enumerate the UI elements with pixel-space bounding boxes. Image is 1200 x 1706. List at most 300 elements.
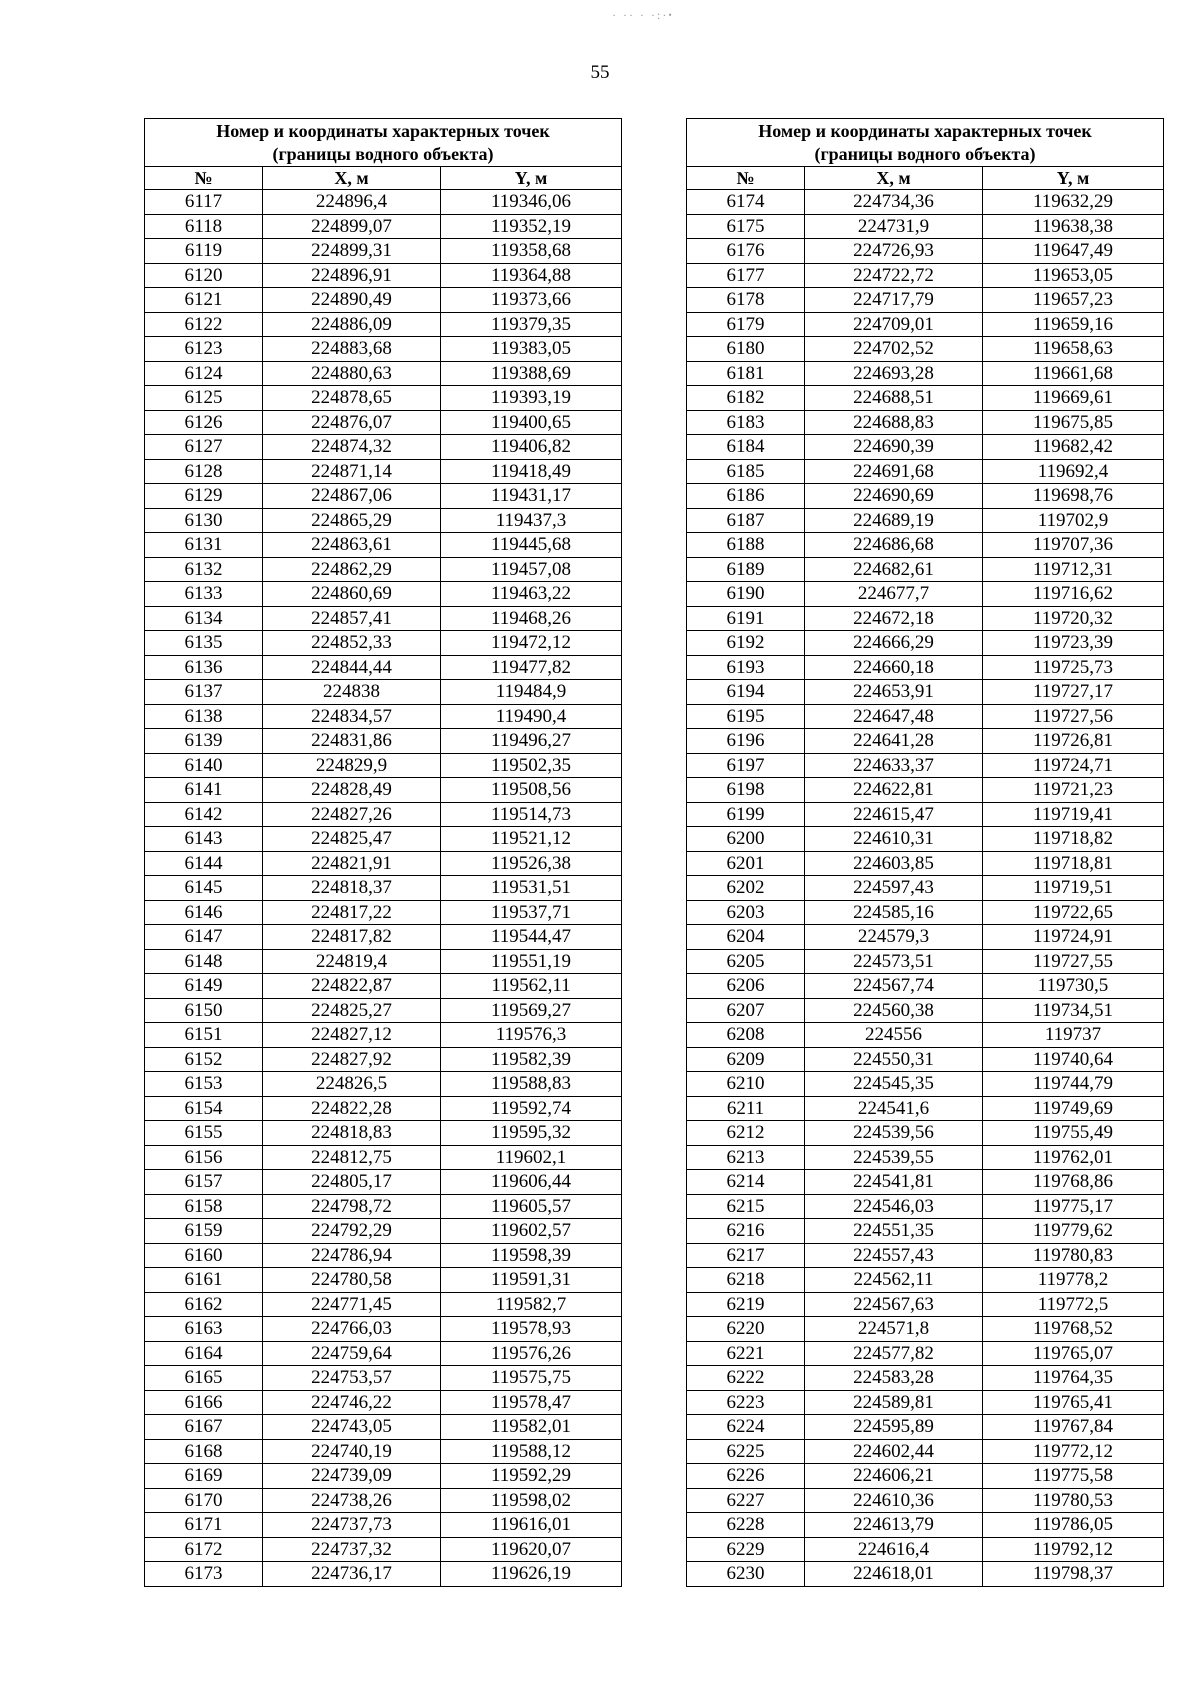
x-coordinate-cell: 224743,05 xyxy=(263,1415,441,1440)
point-number-cell: 6158 xyxy=(145,1194,263,1219)
table-row xyxy=(687,949,1164,974)
y-coordinate-cell: 119463,22 xyxy=(441,582,622,607)
x-coordinate-cell: 224822,87 xyxy=(263,974,441,999)
table-row xyxy=(687,435,1164,460)
point-number-cell: 6192 xyxy=(687,631,805,656)
x-coordinate-cell: 224666,29 xyxy=(805,631,983,656)
y-coordinate-cell: 119775,17 xyxy=(983,1194,1164,1219)
point-number-cell: 6214 xyxy=(687,1170,805,1195)
x-coordinate-cell: 224852,33 xyxy=(263,631,441,656)
x-coordinate-cell: 224633,37 xyxy=(805,753,983,778)
table-body xyxy=(687,190,1164,1587)
table-title-line2: (границы водного объекта) xyxy=(814,143,1036,164)
point-number-cell: 6148 xyxy=(145,949,263,974)
point-number-cell: 6127 xyxy=(145,435,263,460)
table-row xyxy=(145,1464,622,1489)
x-coordinate-cell: 224825,27 xyxy=(263,998,441,1023)
table-row xyxy=(145,533,622,558)
point-number-cell: 6201 xyxy=(687,851,805,876)
table-row xyxy=(145,557,622,582)
point-number-cell: 6150 xyxy=(145,998,263,1023)
point-number-cell: 6138 xyxy=(145,704,263,729)
y-coordinate-cell: 119657,23 xyxy=(983,288,1164,313)
x-coordinate-cell: 224610,36 xyxy=(805,1488,983,1513)
x-coordinate-cell: 224726,93 xyxy=(805,239,983,264)
x-coordinate-cell: 224883,68 xyxy=(263,337,441,362)
table-row xyxy=(687,361,1164,386)
y-coordinate-cell: 119346,06 xyxy=(441,190,622,215)
point-number-cell: 6154 xyxy=(145,1096,263,1121)
x-coordinate-cell: 224556 xyxy=(805,1023,983,1048)
y-coordinate-cell: 119780,53 xyxy=(983,1488,1164,1513)
point-number-cell: 6146 xyxy=(145,900,263,925)
point-number-cell: 6191 xyxy=(687,606,805,631)
y-coordinate-cell: 119727,56 xyxy=(983,704,1164,729)
table-row xyxy=(145,802,622,827)
table-row xyxy=(145,386,622,411)
x-coordinate-cell: 224641,28 xyxy=(805,729,983,754)
y-coordinate-cell: 119457,08 xyxy=(441,557,622,582)
table-row xyxy=(687,1096,1164,1121)
table-row xyxy=(687,729,1164,754)
point-number-cell: 6123 xyxy=(145,337,263,362)
table-title-line1: Номер и координаты характерных точек xyxy=(758,120,1092,141)
table-row xyxy=(687,998,1164,1023)
point-number-cell: 6186 xyxy=(687,484,805,509)
table-row xyxy=(687,680,1164,705)
x-coordinate-cell: 224541,6 xyxy=(805,1096,983,1121)
point-number-cell: 6173 xyxy=(145,1562,263,1587)
x-coordinate-cell: 224899,07 xyxy=(263,214,441,239)
x-coordinate-cell: 224838 xyxy=(263,680,441,705)
table-row xyxy=(687,1145,1164,1170)
point-number-cell: 6168 xyxy=(145,1439,263,1464)
x-coordinate-cell: 224878,65 xyxy=(263,386,441,411)
table-row xyxy=(145,1023,622,1048)
point-number-cell: 6140 xyxy=(145,753,263,778)
x-coordinate-cell: 224880,63 xyxy=(263,361,441,386)
x-coordinate-cell: 224876,07 xyxy=(263,410,441,435)
table-body xyxy=(145,190,622,1587)
x-coordinate-cell: 224896,91 xyxy=(263,263,441,288)
point-number-cell: 6193 xyxy=(687,655,805,680)
x-coordinate-cell: 224545,35 xyxy=(805,1072,983,1097)
y-coordinate-cell: 119431,17 xyxy=(441,484,622,509)
y-coordinate-cell: 119620,07 xyxy=(441,1537,622,1562)
point-number-cell: 6117 xyxy=(145,190,263,215)
point-number-cell: 6217 xyxy=(687,1243,805,1268)
y-coordinate-cell: 119569,27 xyxy=(441,998,622,1023)
x-coordinate-cell: 224817,22 xyxy=(263,900,441,925)
y-coordinate-cell: 119578,93 xyxy=(441,1317,622,1342)
y-coordinate-cell: 119526,38 xyxy=(441,851,622,876)
table-row xyxy=(145,214,622,239)
column-header-y: Y, м xyxy=(983,167,1164,190)
y-coordinate-cell: 119591,31 xyxy=(441,1268,622,1293)
point-number-cell: 6143 xyxy=(145,827,263,852)
point-number-cell: 6190 xyxy=(687,582,805,607)
y-coordinate-cell: 119764,35 xyxy=(983,1366,1164,1391)
y-coordinate-cell: 119598,02 xyxy=(441,1488,622,1513)
y-coordinate-cell: 119364,88 xyxy=(441,263,622,288)
x-coordinate-cell: 224689,19 xyxy=(805,508,983,533)
y-coordinate-cell: 119772,5 xyxy=(983,1292,1164,1317)
table-row xyxy=(687,386,1164,411)
table-row xyxy=(687,263,1164,288)
x-coordinate-cell: 224677,7 xyxy=(805,582,983,607)
table-row xyxy=(687,190,1164,215)
x-coordinate-cell: 224890,49 xyxy=(263,288,441,313)
point-number-cell: 6170 xyxy=(145,1488,263,1513)
x-coordinate-cell: 224615,47 xyxy=(805,802,983,827)
point-number-cell: 6221 xyxy=(687,1341,805,1366)
y-coordinate-cell: 119582,01 xyxy=(441,1415,622,1440)
x-coordinate-cell: 224616,4 xyxy=(805,1537,983,1562)
x-coordinate-cell: 224647,48 xyxy=(805,704,983,729)
x-coordinate-cell: 224691,68 xyxy=(805,459,983,484)
table-row xyxy=(687,1170,1164,1195)
y-coordinate-cell: 119616,01 xyxy=(441,1513,622,1538)
table-row xyxy=(687,900,1164,925)
column-header-number: № xyxy=(687,167,805,190)
table-row xyxy=(145,680,622,705)
point-number-cell: 6181 xyxy=(687,361,805,386)
y-coordinate-cell: 119720,32 xyxy=(983,606,1164,631)
table-row xyxy=(687,631,1164,656)
y-coordinate-cell: 119472,12 xyxy=(441,631,622,656)
point-number-cell: 6230 xyxy=(687,1562,805,1587)
point-number-cell: 6130 xyxy=(145,508,263,533)
x-coordinate-cell: 224862,29 xyxy=(263,557,441,582)
point-number-cell: 6183 xyxy=(687,410,805,435)
point-number-cell: 6200 xyxy=(687,827,805,852)
table-row xyxy=(145,1537,622,1562)
x-coordinate-cell: 224844,44 xyxy=(263,655,441,680)
x-coordinate-cell: 224896,4 xyxy=(263,190,441,215)
y-coordinate-cell: 119388,69 xyxy=(441,361,622,386)
table-row xyxy=(145,1513,622,1538)
y-coordinate-cell: 119765,07 xyxy=(983,1341,1164,1366)
table-row xyxy=(687,802,1164,827)
y-coordinate-cell: 119775,58 xyxy=(983,1464,1164,1489)
point-number-cell: 6159 xyxy=(145,1219,263,1244)
table-row xyxy=(687,876,1164,901)
column-header-x: X, м xyxy=(263,167,441,190)
point-number-cell: 6179 xyxy=(687,312,805,337)
table-row xyxy=(145,582,622,607)
table-row xyxy=(145,1072,622,1097)
table-row xyxy=(145,337,622,362)
table-row xyxy=(145,1292,622,1317)
point-number-cell: 6166 xyxy=(145,1390,263,1415)
y-coordinate-cell: 119786,05 xyxy=(983,1513,1164,1538)
point-number-cell: 6162 xyxy=(145,1292,263,1317)
x-coordinate-cell: 224798,72 xyxy=(263,1194,441,1219)
point-number-cell: 6185 xyxy=(687,459,805,484)
point-number-cell: 6119 xyxy=(145,239,263,264)
point-number-cell: 6144 xyxy=(145,851,263,876)
point-number-cell: 6219 xyxy=(687,1292,805,1317)
point-number-cell: 6134 xyxy=(145,606,263,631)
x-coordinate-cell: 224567,63 xyxy=(805,1292,983,1317)
y-coordinate-cell: 119659,16 xyxy=(983,312,1164,337)
x-coordinate-cell: 224812,75 xyxy=(263,1145,441,1170)
x-coordinate-cell: 224602,44 xyxy=(805,1439,983,1464)
table-row xyxy=(687,557,1164,582)
table-row xyxy=(145,1390,622,1415)
x-coordinate-cell: 224539,55 xyxy=(805,1145,983,1170)
point-number-cell: 6145 xyxy=(145,876,263,901)
y-coordinate-cell: 119406,82 xyxy=(441,435,622,460)
point-number-cell: 6132 xyxy=(145,557,263,582)
x-coordinate-cell: 224557,43 xyxy=(805,1243,983,1268)
point-number-cell: 6174 xyxy=(687,190,805,215)
x-coordinate-cell: 224583,28 xyxy=(805,1366,983,1391)
table-title-line2: (границы водного объекта) xyxy=(272,143,494,164)
y-coordinate-cell: 119575,75 xyxy=(441,1366,622,1391)
point-number-cell: 6213 xyxy=(687,1145,805,1170)
y-coordinate-cell: 119576,26 xyxy=(441,1341,622,1366)
point-number-cell: 6194 xyxy=(687,680,805,705)
table-row xyxy=(145,778,622,803)
y-coordinate-cell: 119544,47 xyxy=(441,925,622,950)
x-coordinate-cell: 224805,17 xyxy=(263,1170,441,1195)
table-row xyxy=(145,1415,622,1440)
x-coordinate-cell: 224771,45 xyxy=(263,1292,441,1317)
point-number-cell: 6188 xyxy=(687,533,805,558)
x-coordinate-cell: 224819,4 xyxy=(263,949,441,974)
x-coordinate-cell: 224571,8 xyxy=(805,1317,983,1342)
x-coordinate-cell: 224737,73 xyxy=(263,1513,441,1538)
y-coordinate-cell: 119598,39 xyxy=(441,1243,622,1268)
y-coordinate-cell: 119734,51 xyxy=(983,998,1164,1023)
x-coordinate-cell: 224693,28 xyxy=(805,361,983,386)
table-row xyxy=(145,1170,622,1195)
table-row xyxy=(145,704,622,729)
x-coordinate-cell: 224562,11 xyxy=(805,1268,983,1293)
table-row xyxy=(687,1047,1164,1072)
y-coordinate-cell: 119352,19 xyxy=(441,214,622,239)
table-row xyxy=(687,288,1164,313)
y-coordinate-cell: 119722,65 xyxy=(983,900,1164,925)
x-coordinate-cell: 224660,18 xyxy=(805,655,983,680)
y-coordinate-cell: 119718,82 xyxy=(983,827,1164,852)
y-coordinate-cell: 119792,12 xyxy=(983,1537,1164,1562)
y-coordinate-cell: 119712,31 xyxy=(983,557,1164,582)
x-coordinate-cell: 224567,74 xyxy=(805,974,983,999)
table-row xyxy=(145,876,622,901)
y-coordinate-cell: 119562,11 xyxy=(441,974,622,999)
point-number-cell: 6216 xyxy=(687,1219,805,1244)
table-row xyxy=(687,484,1164,509)
point-number-cell: 6175 xyxy=(687,214,805,239)
table-row xyxy=(145,239,622,264)
table-row xyxy=(145,753,622,778)
y-coordinate-cell: 119418,49 xyxy=(441,459,622,484)
y-coordinate-cell: 119602,57 xyxy=(441,1219,622,1244)
y-coordinate-cell: 119490,4 xyxy=(441,704,622,729)
table-row xyxy=(687,925,1164,950)
y-coordinate-cell: 119727,17 xyxy=(983,680,1164,705)
y-coordinate-cell: 119719,41 xyxy=(983,802,1164,827)
table-row xyxy=(687,606,1164,631)
x-coordinate-cell: 224871,14 xyxy=(263,459,441,484)
x-coordinate-cell: 224857,41 xyxy=(263,606,441,631)
x-coordinate-cell: 224550,31 xyxy=(805,1047,983,1072)
point-number-cell: 6141 xyxy=(145,778,263,803)
y-coordinate-cell: 119445,68 xyxy=(441,533,622,558)
x-coordinate-cell: 224739,09 xyxy=(263,1464,441,1489)
x-coordinate-cell: 224551,35 xyxy=(805,1219,983,1244)
table-row xyxy=(145,974,622,999)
x-coordinate-cell: 224688,51 xyxy=(805,386,983,411)
x-coordinate-cell: 224817,82 xyxy=(263,925,441,950)
table-row xyxy=(145,288,622,313)
table-row xyxy=(687,1072,1164,1097)
y-coordinate-cell: 119595,32 xyxy=(441,1121,622,1146)
x-coordinate-cell: 224653,91 xyxy=(805,680,983,705)
point-number-cell: 6136 xyxy=(145,655,263,680)
x-coordinate-cell: 224690,39 xyxy=(805,435,983,460)
x-coordinate-cell: 224610,31 xyxy=(805,827,983,852)
point-number-cell: 6206 xyxy=(687,974,805,999)
x-coordinate-cell: 224606,21 xyxy=(805,1464,983,1489)
x-coordinate-cell: 224560,38 xyxy=(805,998,983,1023)
x-coordinate-cell: 224829,9 xyxy=(263,753,441,778)
table-row xyxy=(687,1219,1164,1244)
point-number-cell: 6135 xyxy=(145,631,263,656)
x-coordinate-cell: 224827,92 xyxy=(263,1047,441,1072)
table-row xyxy=(687,1537,1164,1562)
y-coordinate-cell: 119778,2 xyxy=(983,1268,1164,1293)
point-number-cell: 6222 xyxy=(687,1366,805,1391)
point-number-cell: 6207 xyxy=(687,998,805,1023)
y-coordinate-cell: 119682,42 xyxy=(983,435,1164,460)
x-coordinate-cell: 224737,32 xyxy=(263,1537,441,1562)
table-row xyxy=(687,974,1164,999)
x-coordinate-cell: 224863,61 xyxy=(263,533,441,558)
x-coordinate-cell: 224834,57 xyxy=(263,704,441,729)
point-number-cell: 6137 xyxy=(145,680,263,705)
point-number-cell: 6212 xyxy=(687,1121,805,1146)
x-coordinate-cell: 224736,17 xyxy=(263,1562,441,1587)
y-coordinate-cell: 119588,83 xyxy=(441,1072,622,1097)
table-row xyxy=(687,851,1164,876)
x-coordinate-cell: 224746,22 xyxy=(263,1390,441,1415)
y-coordinate-cell: 119768,86 xyxy=(983,1170,1164,1195)
table-row xyxy=(145,1439,622,1464)
x-coordinate-cell: 224831,86 xyxy=(263,729,441,754)
point-number-cell: 6210 xyxy=(687,1072,805,1097)
y-coordinate-cell: 119658,63 xyxy=(983,337,1164,362)
x-coordinate-cell: 224780,58 xyxy=(263,1268,441,1293)
x-coordinate-cell: 224822,28 xyxy=(263,1096,441,1121)
table-row xyxy=(145,484,622,509)
y-coordinate-cell: 119675,85 xyxy=(983,410,1164,435)
table-row xyxy=(145,655,622,680)
y-coordinate-cell: 119606,44 xyxy=(441,1170,622,1195)
point-number-cell: 6220 xyxy=(687,1317,805,1342)
table-row xyxy=(687,1488,1164,1513)
y-coordinate-cell: 119484,9 xyxy=(441,680,622,705)
x-coordinate-cell: 224672,18 xyxy=(805,606,983,631)
table-row xyxy=(687,582,1164,607)
point-number-cell: 6118 xyxy=(145,214,263,239)
table-row xyxy=(687,1513,1164,1538)
point-number-cell: 6198 xyxy=(687,778,805,803)
y-coordinate-cell: 119724,71 xyxy=(983,753,1164,778)
point-number-cell: 6147 xyxy=(145,925,263,950)
point-number-cell: 6128 xyxy=(145,459,263,484)
x-coordinate-cell: 224860,69 xyxy=(263,582,441,607)
x-coordinate-cell: 224899,31 xyxy=(263,239,441,264)
table-row xyxy=(145,998,622,1023)
x-coordinate-cell: 224589,81 xyxy=(805,1390,983,1415)
table-row xyxy=(687,778,1164,803)
table-row xyxy=(145,1488,622,1513)
table-title-line1: Номер и координаты характерных точек xyxy=(216,120,550,141)
point-number-cell: 6203 xyxy=(687,900,805,925)
table-row xyxy=(145,435,622,460)
y-coordinate-cell: 119576,3 xyxy=(441,1023,622,1048)
x-coordinate-cell: 224702,52 xyxy=(805,337,983,362)
y-coordinate-cell: 119723,39 xyxy=(983,631,1164,656)
point-number-cell: 6180 xyxy=(687,337,805,362)
point-number-cell: 6227 xyxy=(687,1488,805,1513)
point-number-cell: 6165 xyxy=(145,1366,263,1391)
table-row xyxy=(687,1415,1164,1440)
table-row xyxy=(687,337,1164,362)
y-coordinate-cell: 119531,51 xyxy=(441,876,622,901)
y-coordinate-cell: 119647,49 xyxy=(983,239,1164,264)
y-coordinate-cell: 119726,81 xyxy=(983,729,1164,754)
y-coordinate-cell: 119661,68 xyxy=(983,361,1164,386)
point-number-cell: 6149 xyxy=(145,974,263,999)
table-row xyxy=(145,1268,622,1293)
x-coordinate-cell: 224539,56 xyxy=(805,1121,983,1146)
x-coordinate-cell: 224622,81 xyxy=(805,778,983,803)
y-coordinate-cell: 119502,35 xyxy=(441,753,622,778)
point-number-cell: 6195 xyxy=(687,704,805,729)
table-row xyxy=(145,361,622,386)
y-coordinate-cell: 119578,47 xyxy=(441,1390,622,1415)
y-coordinate-cell: 119737 xyxy=(983,1023,1164,1048)
point-number-cell: 6131 xyxy=(145,533,263,558)
x-coordinate-cell: 224886,09 xyxy=(263,312,441,337)
table-title xyxy=(687,119,1164,167)
table-row xyxy=(145,312,622,337)
x-coordinate-cell: 224618,01 xyxy=(805,1562,983,1587)
y-coordinate-cell: 119768,52 xyxy=(983,1317,1164,1342)
x-coordinate-cell: 224738,26 xyxy=(263,1488,441,1513)
y-coordinate-cell: 119762,01 xyxy=(983,1145,1164,1170)
y-coordinate-cell: 119765,41 xyxy=(983,1390,1164,1415)
x-coordinate-cell: 224821,91 xyxy=(263,851,441,876)
x-coordinate-cell: 224717,79 xyxy=(805,288,983,313)
table-row xyxy=(687,1121,1164,1146)
point-number-cell: 6152 xyxy=(145,1047,263,1072)
y-coordinate-cell: 119514,73 xyxy=(441,802,622,827)
x-coordinate-cell: 224827,26 xyxy=(263,802,441,827)
y-coordinate-cell: 119716,62 xyxy=(983,582,1164,607)
x-coordinate-cell: 224734,36 xyxy=(805,190,983,215)
x-coordinate-cell: 224603,85 xyxy=(805,851,983,876)
x-coordinate-cell: 224826,5 xyxy=(263,1072,441,1097)
x-coordinate-cell: 224579,3 xyxy=(805,925,983,950)
point-number-cell: 6129 xyxy=(145,484,263,509)
table-row xyxy=(145,190,622,215)
y-coordinate-cell: 119379,35 xyxy=(441,312,622,337)
